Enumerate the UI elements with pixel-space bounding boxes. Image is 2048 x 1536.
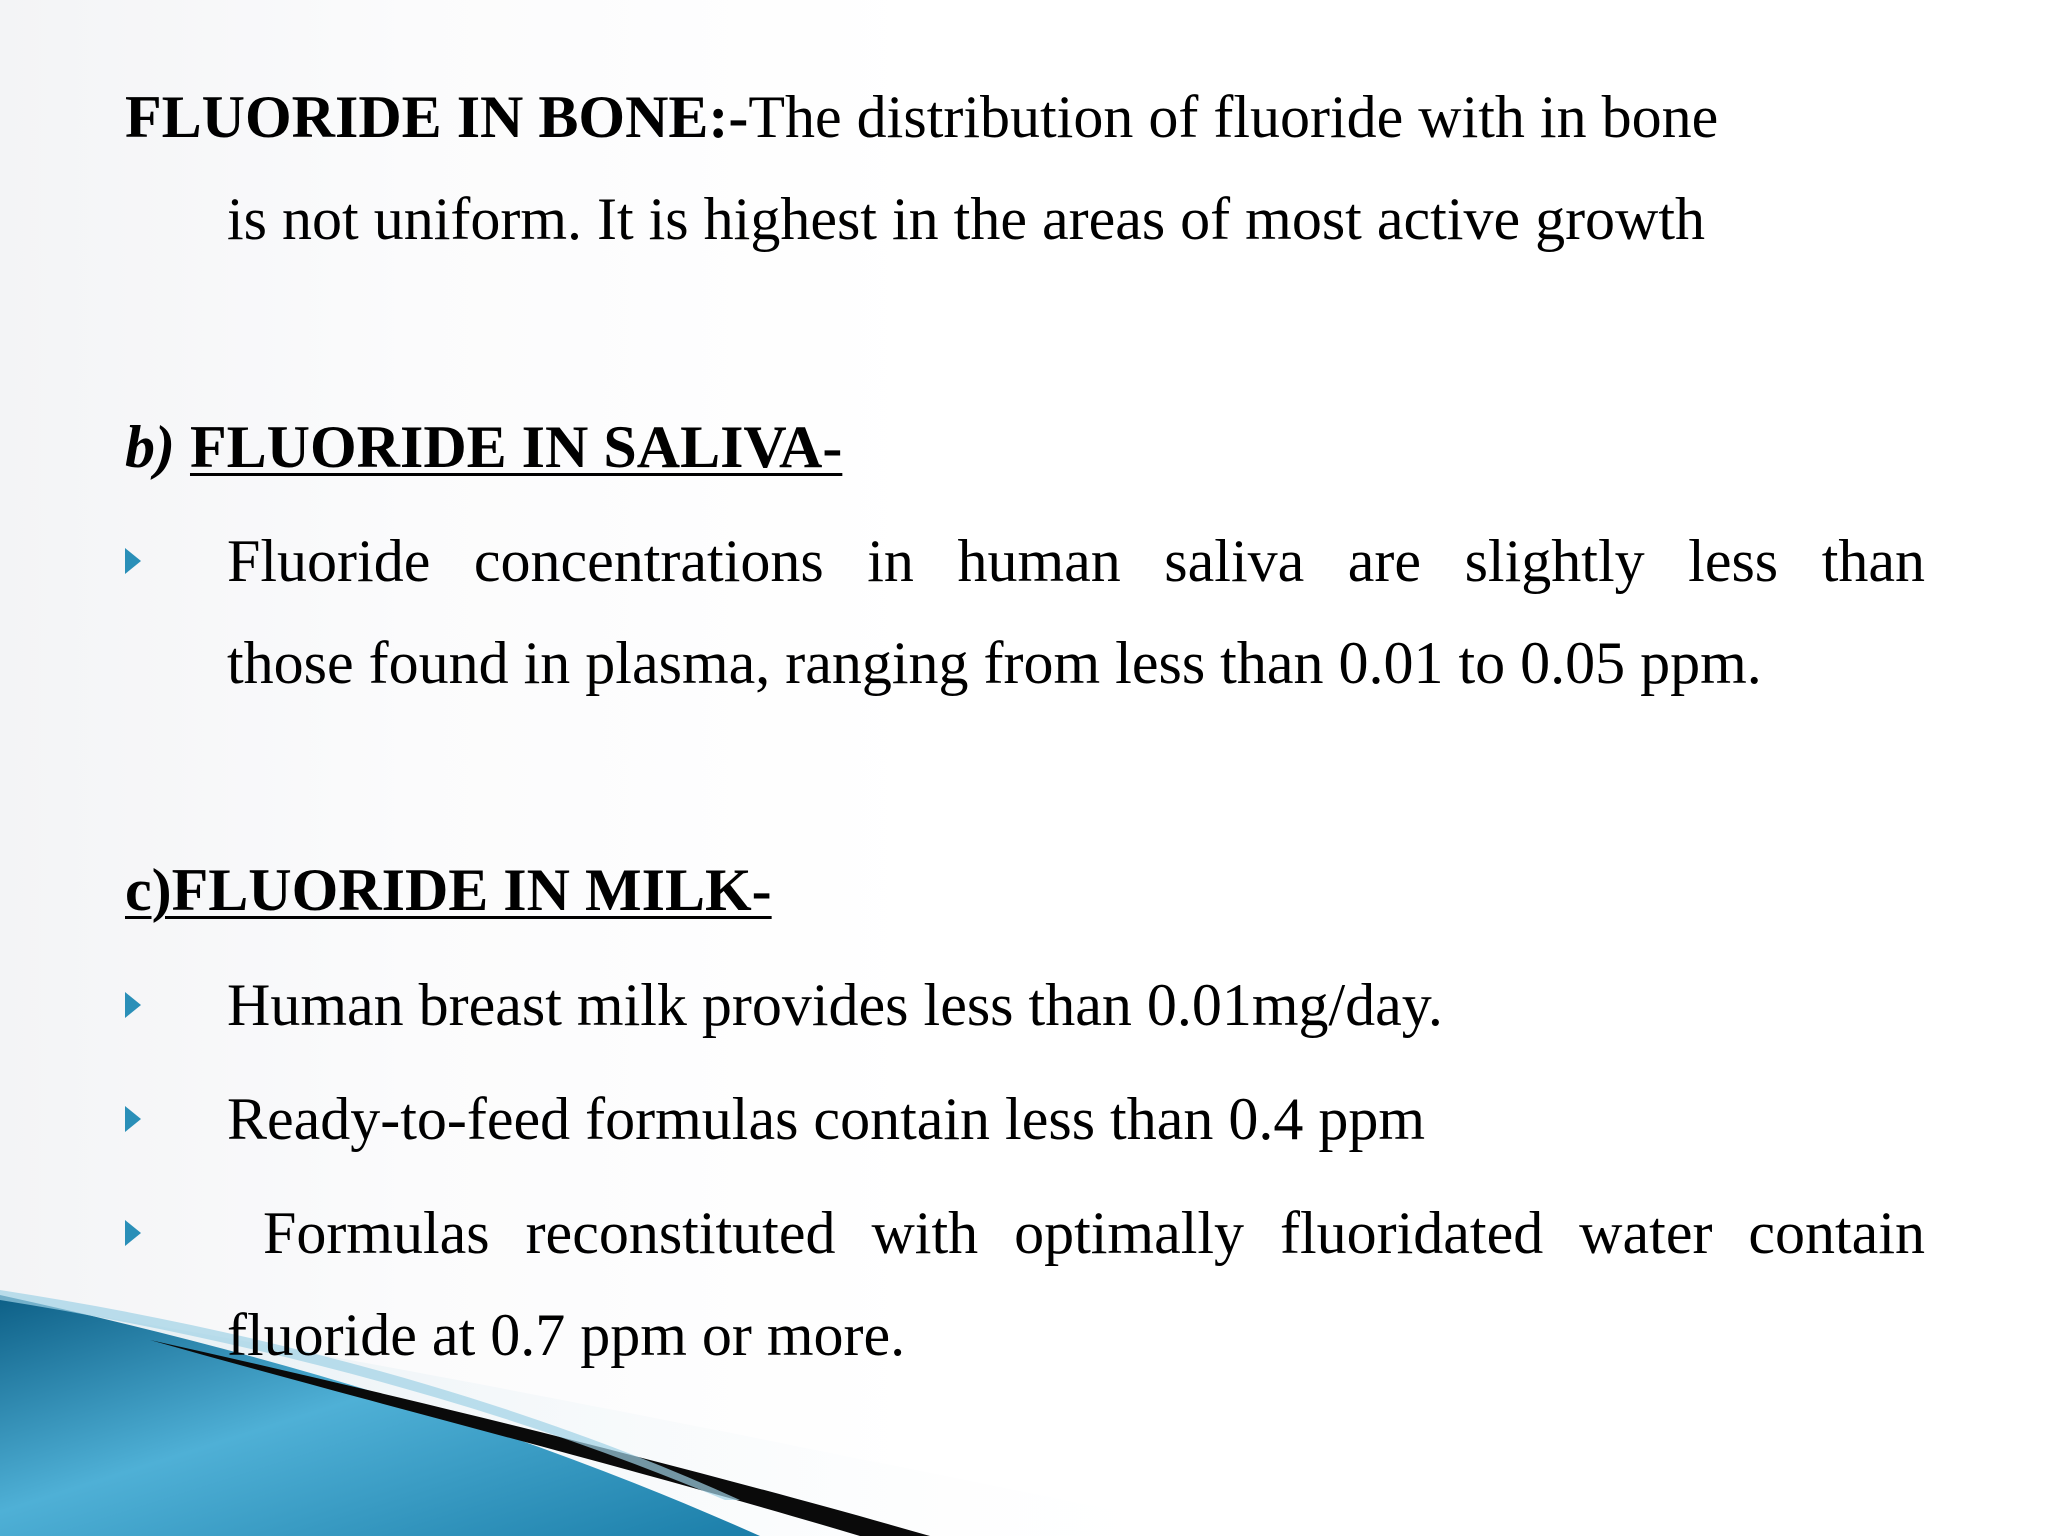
triangle-bullet-icon [125, 1106, 141, 1132]
bone-text-line1: The distribution of fluoride with in bone [748, 84, 1719, 150]
milk-bullet-3-text [227, 1182, 1925, 1386]
milk-bullet-2-text: Ready-to-feed formulas contain less than 0.4 ppm [227, 1086, 1426, 1152]
saliva-prefix: b) [125, 414, 175, 480]
bone-heading: FLUORIDE IN BONE:- [125, 84, 749, 150]
saliva-bullet-1-line2: those found in plasma, ranging from less than 0.01 to 0.05 ppm. [227, 630, 1762, 696]
milk-bullet-3 [125, 1182, 1925, 1386]
milk-bullet-1-text: Human breast milk provides less than 0.01mg/day. [227, 972, 1443, 1038]
saliva-bullet-1-text [227, 510, 1925, 714]
saliva-bullet-1 [125, 510, 1925, 714]
triangle-bullet-icon [125, 1220, 141, 1246]
saliva-bullet-1-line1: Fluoride concentrations in human saliva are slightly less than [227, 528, 1925, 594]
bone-paragraph [125, 66, 1925, 270]
triangle-bullet-icon [125, 548, 141, 574]
triangle-bullet-icon [125, 992, 141, 1018]
milk-heading: c)FLUORIDE IN MILK- [125, 857, 772, 923]
bone-line-1 [125, 66, 1925, 168]
milk-heading-row [125, 839, 772, 941]
milk-bullet-3-line2: fluoride at 0.7 ppm or more. [227, 1302, 906, 1368]
bone-text-line2: is not uniform. It is highest in the areas of most active growth [227, 186, 1706, 252]
saliva-heading: FLUORIDE IN SALIVA- [189, 414, 843, 480]
milk-bullet-3-line1: Formulas reconstituted with optimally fluoridated water contain [227, 1200, 1925, 1266]
milk-bullet-2 [125, 1068, 1925, 1170]
saliva-heading-row [125, 396, 842, 498]
milk-bullet-1 [125, 954, 1925, 1056]
